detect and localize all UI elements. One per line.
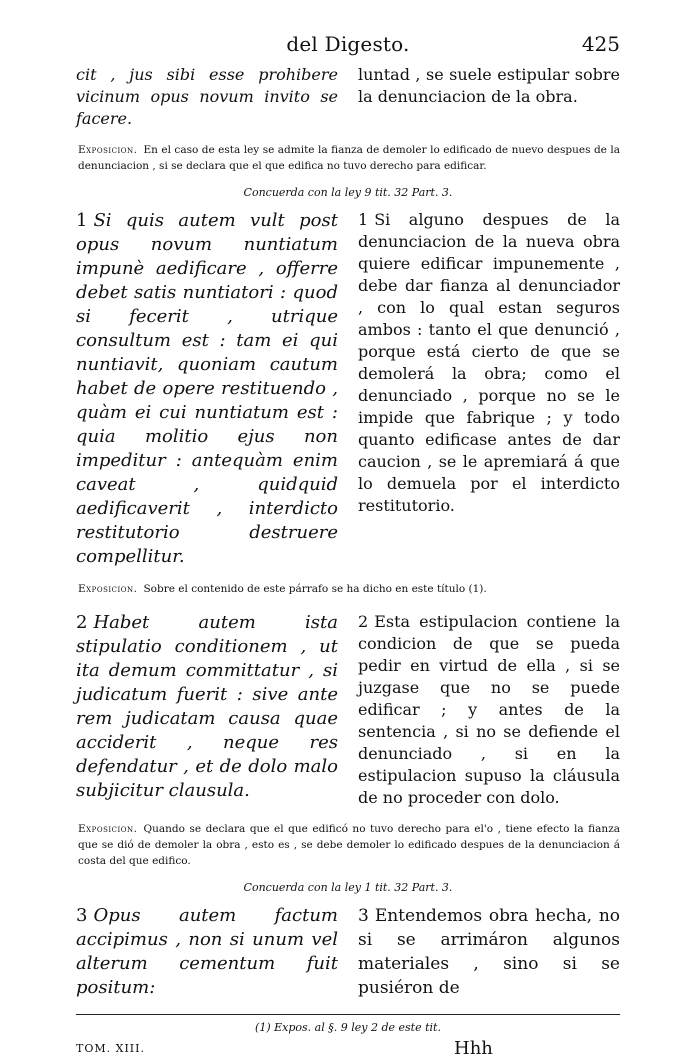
spanish-column: [358, 904, 620, 1000]
latin-column: [76, 209, 338, 569]
running-title: del Digesto.: [286, 32, 410, 56]
exposicion-note: [78, 142, 620, 174]
page: [76, 30, 620, 1064]
section-number: 1: [358, 210, 369, 229]
latin-text: Opus autem factum accipimus , non si unum vel alterum cementum fuit positum:: [76, 905, 338, 998]
section-number: 2: [76, 612, 88, 633]
latin-text: Habet autem ista stipulatio conditionem , ut ita demum committatur , si judicatum fuerit : sive ante rem judicatam causa quae acciderit , neque res defendatur , et de dolo malo subjicitur clausula.: [76, 612, 338, 801]
latin-text: Si quis autem vult post opus novum nuntiatum impunè aedificare , offerre debet satis nuntiatori : quod si fecerit , utrique consultum est : tam ei qui nuntiavit, quoniam cautum habet de opere restituendo , quàm ei cui nuntiatum est : quia molitio ejus non impeditur : antequàm enim caveat , quidquid aedificaverit , interdicto restitutorio destruere compellitur.: [76, 210, 338, 567]
section-number: 2: [358, 612, 369, 631]
section-3: [76, 904, 620, 1000]
spanish-column: [358, 64, 620, 130]
section-continuation: [76, 64, 620, 130]
footnote: (1) Expos. al §. 9 ley 2 de este tit.: [255, 1021, 441, 1034]
spanish-text: Entendemos obra hecha, no si se arrimáron algunos materiales , sino si se pusiéron de: [358, 906, 620, 998]
signature-mark: Hhh: [454, 1038, 493, 1059]
page-footer: [76, 1038, 620, 1064]
spanish-text: Si alguno despues de la denunciacion de la nueva obra quiere edificar impunemente , debe dar fianza al denunciador , con lo qual estan seguros ambos : tanto el que denunció , porque está cierto de que se demolerá la obra; como el denunciado , porque no se le impide que fabrique ; y todo quanto edificase antes de dar caucion , se le apremiará á que lo demuela por el interdicto restitutorio.: [358, 210, 620, 515]
exposicion-text: Quando se declara que el que edificó no tuvo derecho para el'o , tiene efecto la fianza que se dió de demoler la obra , esto es , se debe demoler lo edificado despues de la denunciacion á costa del que edifico.: [78, 823, 620, 867]
exposicion-label: Exposicion.: [78, 823, 138, 835]
section-1: [76, 209, 620, 569]
exposicion-text: En el caso de esta ley se admite la fianza de demoler lo edificado de nuevo despues de la denunciacion , si se declara que el que edifica no tuvo derecho para edificar.: [78, 144, 620, 172]
spanish-column: [358, 611, 620, 809]
spanish-text: Esta estipulacion contiene la condicion de que se pueda pedir en virtud de ella , si se juzgase que no se puede edificar ; y antes de la sentencia , si no se defiende el denunciado , si en la estipulacion supuso la cláusula de no proceder con dolo.: [358, 612, 620, 807]
exposicion-label: Exposicion.: [78, 583, 138, 595]
footnote-divider: [76, 1014, 620, 1015]
latin-column: [76, 64, 338, 130]
exposicion-label: Exposicion.: [78, 144, 138, 156]
section-number: 3: [76, 905, 88, 926]
section-2: [76, 611, 620, 809]
latin-text: cit , jus sibi esse prohibere vicinum opus novum invito se facere.: [76, 65, 338, 128]
page-header: [76, 30, 620, 64]
concordance-note: Concuerda con la ley 9 tit. 32 Part. 3.: [243, 186, 453, 199]
tome-label: TOM. XIII.: [76, 1042, 145, 1055]
exposicion-text: Sobre el contenido de este párrafo se ha dicho en este título (1).: [143, 583, 487, 595]
latin-column: [76, 611, 338, 809]
exposicion-note: [78, 821, 620, 869]
page-number: 425: [581, 32, 620, 56]
spanish-text: luntad , se suele estipular sobre la denunciacion de la obra.: [358, 65, 620, 106]
concordance-note: Concuerda con la ley 1 tit. 32 Part. 3.: [243, 881, 453, 894]
section-number: 1: [76, 210, 88, 231]
exposicion-note: [78, 581, 620, 597]
section-number: 3: [358, 906, 369, 926]
spanish-column: [358, 209, 620, 569]
latin-column: [76, 904, 338, 1000]
